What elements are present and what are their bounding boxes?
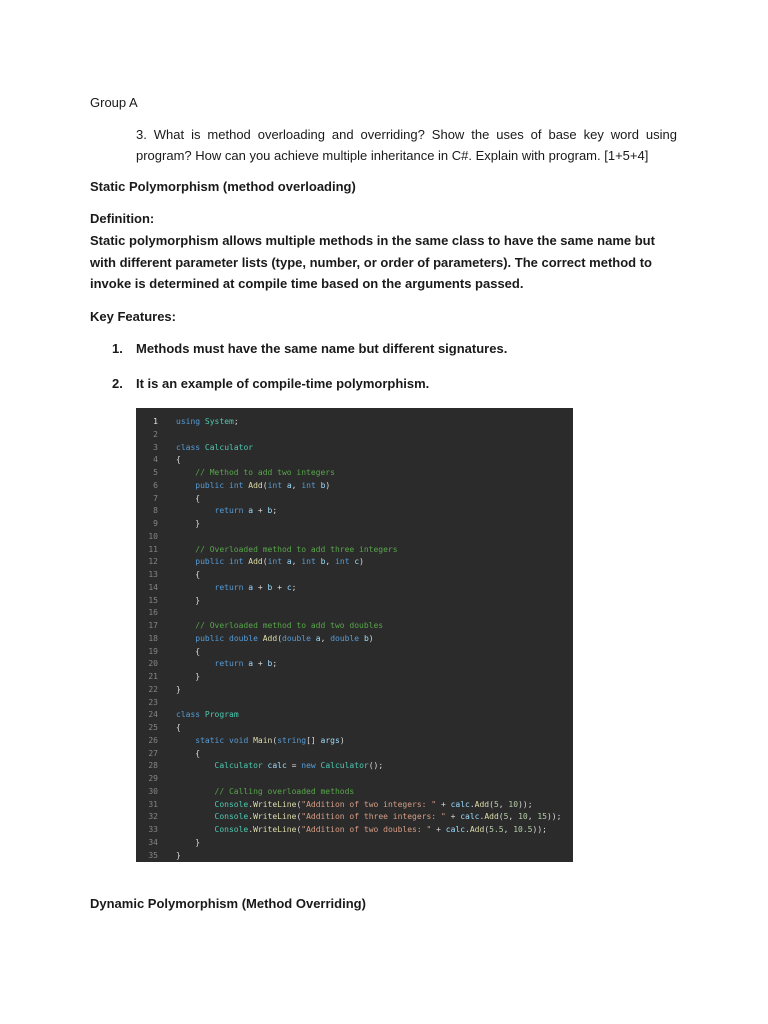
line-code: public int Add(int a, int b, int c) [195, 557, 364, 567]
line-code: // Overloaded method to add two doubles [195, 621, 384, 630]
line-number: 12 [148, 557, 158, 567]
line-number: 28 [148, 761, 158, 771]
line-number: 25 [148, 723, 158, 732]
line-code: public double Add(double a, double b) [195, 633, 374, 643]
line-number: 26 [148, 735, 158, 745]
line-code: } [176, 519, 201, 528]
line-code: class Program [176, 710, 239, 720]
question-text: 3. What is method overloading and overriding? Show the uses of base key word using program? How can you achieve multiple inheritance in C#. Explain with program. [1+5+4] [136, 127, 677, 163]
line-number: 8 [153, 506, 158, 516]
line-number: 23 [148, 697, 158, 707]
line-number: 30 [148, 786, 158, 796]
line-number: 20 [148, 659, 158, 669]
list-item [112, 338, 507, 359]
line-number: 13 [148, 570, 158, 579]
line-code: } [176, 684, 181, 694]
line-number: 2 [153, 429, 158, 439]
line-number: 9 [153, 519, 158, 528]
list-item-number: 2. [112, 376, 123, 391]
line-code: Console.WriteLine("Addition of two doubles: " + calc.Add(5.5, 10.5)); [214, 825, 547, 834]
line-number: 19 [148, 646, 158, 656]
line-code: public int Add(int a, int b) [195, 480, 331, 490]
line-code: using System; [176, 417, 239, 426]
line-code: { [176, 748, 201, 758]
list-item-text: It is an example of compile-time polymorphism. [136, 376, 430, 391]
definition-label: Definition: [90, 211, 155, 226]
line-number: 3 [153, 442, 158, 452]
line-number: 33 [148, 825, 158, 834]
line-number: 5 [153, 468, 158, 477]
line-number: 16 [148, 608, 158, 618]
line-number: 1 [153, 417, 158, 426]
line-number: 15 [148, 595, 158, 605]
line-number: 27 [148, 748, 158, 758]
line-code: Calculator calc = new Calculator(); [214, 761, 384, 771]
line-code: // Method to add two integers [195, 468, 335, 477]
line-code: } [176, 672, 201, 681]
line-code: static void Main(string[] args) [195, 735, 345, 745]
line-number: 24 [148, 710, 158, 720]
line-number: 4 [153, 455, 158, 465]
line-number: 21 [148, 672, 158, 681]
line-number: 22 [148, 684, 158, 694]
line-number: 34 [148, 837, 158, 847]
section-title-static-polymorphism: Static Polymorphism (method overloading) [90, 179, 356, 194]
line-code: // Calling overloaded methods [214, 786, 355, 796]
line-code: Console.WriteLine("Addition of three integers: " + calc.Add(5, 10, 15)); [214, 812, 562, 822]
line-code: return a + b; [214, 506, 278, 516]
line-number: 7 [153, 493, 158, 503]
line-code: Console.WriteLine("Addition of two integers: " + calc.Add(5, 10)); [214, 799, 533, 809]
line-code: { [176, 493, 201, 503]
line-number: 32 [148, 812, 158, 822]
line-number: 31 [148, 799, 158, 809]
code-screenshot [136, 408, 573, 862]
line-code: } [176, 850, 181, 860]
line-number: 35 [148, 850, 158, 860]
key-features-label: Key Features: [90, 309, 176, 324]
line-code: // Overloaded method to add three integers [195, 544, 398, 554]
line-code: { [176, 723, 181, 732]
line-code: } [176, 595, 201, 605]
line-code: return a + b; [214, 659, 278, 669]
section-title-dynamic-polymorphism: Dynamic Polymorphism (Method Overriding) [90, 896, 366, 911]
line-code: { [176, 646, 201, 656]
line-number: 14 [148, 582, 158, 592]
list-item [112, 373, 429, 394]
line-number: 11 [148, 544, 158, 554]
line-code: } [176, 837, 201, 847]
line-code: { [176, 455, 181, 465]
definition-text: Static polymorphism allows multiple methods in the same class to have the same name but with different parameter lists (type, number, or order of parameters). The correct method to invoke is determined at compile time based on the arguments passed. [90, 233, 655, 292]
line-code: { [176, 570, 201, 579]
line-number: 18 [148, 633, 158, 643]
line-number: 29 [148, 774, 158, 783]
list-item-number: 1. [112, 341, 123, 356]
line-code: class Calculator [176, 442, 254, 452]
line-code: return a + b + c; [214, 582, 297, 592]
list-item-text: Methods must have the same name but different signatures. [136, 341, 508, 356]
line-number: 10 [148, 531, 158, 541]
line-number: 17 [148, 621, 158, 630]
line-number: 6 [153, 480, 158, 490]
group-heading: Group A [90, 95, 138, 110]
